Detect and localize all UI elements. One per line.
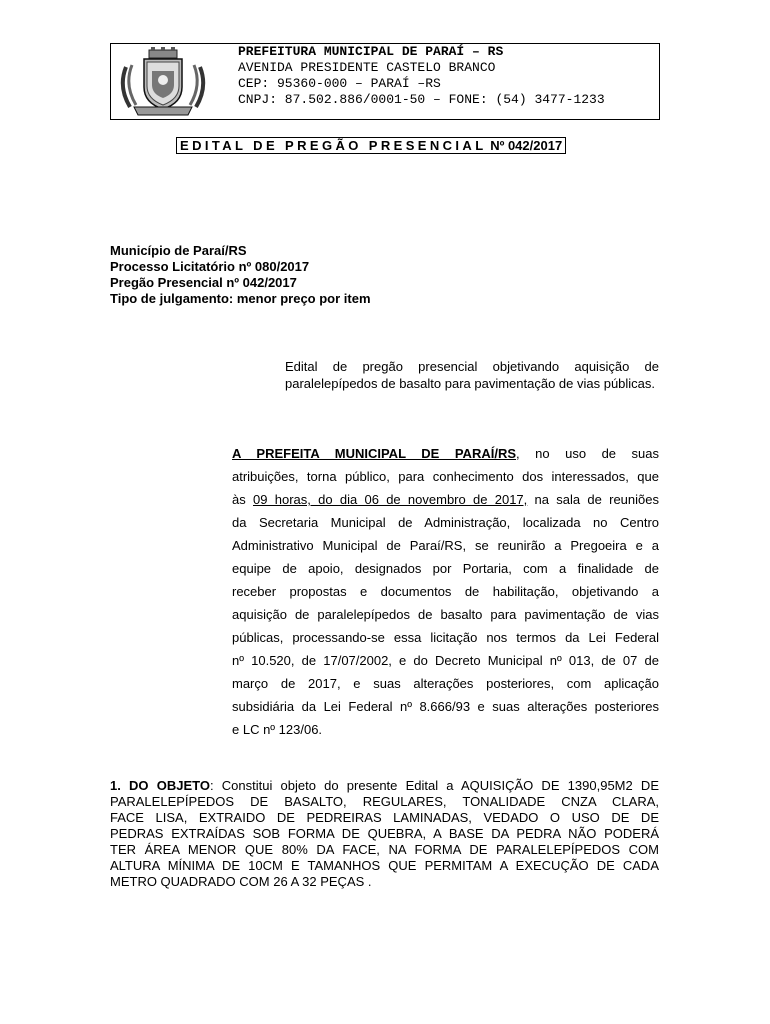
preamble-text: na sala de reuniões — [527, 492, 659, 507]
section-heading: 1. DO OBJETO — [110, 778, 210, 793]
section-objeto — [110, 778, 659, 890]
document-title — [176, 137, 566, 154]
preamble-line: atribuições, torna público, para conhecimento dos interessados, que — [232, 469, 659, 484]
edital-summary: Edital de pregão presencial objetivando aquisição de paralelepípedos de basalto para pavimentação de vias públicas. — [285, 359, 659, 391]
municipal-coat-of-arms-icon — [116, 47, 210, 117]
municipio-line: Município de Paraí/RS — [110, 243, 247, 258]
preamble-line: Administrativo Municipal de Paraí/RS, se reunirão a Pregoeira e a — [232, 538, 659, 553]
preamble-line: da Secretaria Municipal de Administração, localizada no Centro — [232, 515, 659, 530]
preamble-line: nº 10.520, de 17/07/2002, e do Decreto Municipal nº 013, de 07 de — [232, 653, 659, 668]
preamble-line: subsidiária da Lei Federal nº 8.666/93 e suas alterações posteriores — [232, 699, 659, 714]
preamble-text: , no uso de suas — [516, 446, 660, 461]
cnpj-phone-line: CNPJ: 87.502.886/0001-50 – FONE: (54) 3477-1233 — [238, 92, 605, 107]
preamble-paragraph — [232, 442, 659, 741]
preamble-line: equipe de apoio, designados por Portaria, com a finalidade de — [232, 561, 659, 576]
title-text: EDITAL DE PREGÃO PRESENCIAL — [180, 138, 487, 153]
preamble-line: e LC nº 123/06. — [232, 722, 323, 737]
objeto-line: METRO QUADRADO COM 26 A 32 PEÇAS . — [110, 874, 372, 889]
preamble-line: março de 2017, e suas alterações posteriores, com aplicação — [232, 676, 659, 691]
objeto-line: PARALELEPÍPEDOS DE BASALTO, REGULARES, TONALIDADE CNZA CLARA, — [110, 794, 659, 809]
pregao-line: Pregão Presencial nº 042/2017 — [110, 275, 297, 290]
municipality-name: PREFEITURA MUNICIPAL DE PARAÍ – RS — [238, 44, 504, 59]
postal-code-line: CEP: 95360-000 – PARAÍ –RS — [238, 76, 441, 91]
letterhead — [110, 43, 660, 120]
authority-name: A PREFEITA MUNICIPAL DE PARAÍ/RS — [232, 446, 517, 461]
objeto-line: TER ÁREA MENOR QUE 80% DA FACE, NA FORMA DE PARALELEPÍPEDOS COM — [110, 842, 659, 857]
objeto-line: ALTURA MÍNIMA DE 10CM E TAMANHOS QUE PERMITAM A EXECUÇÃO DE CADA — [110, 858, 659, 873]
letterhead-text — [238, 44, 605, 108]
preamble-text: às — [232, 492, 253, 507]
processo-line: Processo Licitatório nº 080/2017 — [110, 259, 310, 274]
objeto-text: : Constitui objeto do presente Edital a AQUISIÇÃO DE 1390,95M2 DE — [209, 778, 659, 793]
process-info — [110, 243, 371, 307]
objeto-line: FACE LISA, EXTRAIDO DE PEDREIRAS LAMINADAS, VEDADO O USO DE DE — [110, 810, 659, 825]
session-date-time: 09 horas, do dia 06 de novembro de 2017, — [253, 492, 528, 507]
objeto-line — [110, 778, 659, 794]
preamble-line: aquisição de paralelepípedos de basalto para pavimentação de vias — [232, 607, 659, 622]
judgement-type-line: Tipo de julgamento: menor preço por item — [110, 291, 371, 306]
preamble-line: públicas, processando-se essa licitação nos termos da Lei Federal — [232, 630, 659, 645]
preamble-line — [232, 442, 659, 465]
title-number: Nº 042/2017 — [490, 138, 563, 153]
preamble-line: receber propostas e documentos de habilitação, objetivando a — [232, 584, 659, 599]
preamble-line — [232, 488, 659, 511]
address-line: AVENIDA PRESIDENTE CASTELO BRANCO — [238, 60, 496, 75]
objeto-line: PEDRAS EXTRAÍDAS SOB FORMA DE QUEBRA, A BASE DA PEDRA NÃO PODERÁ — [110, 826, 659, 841]
